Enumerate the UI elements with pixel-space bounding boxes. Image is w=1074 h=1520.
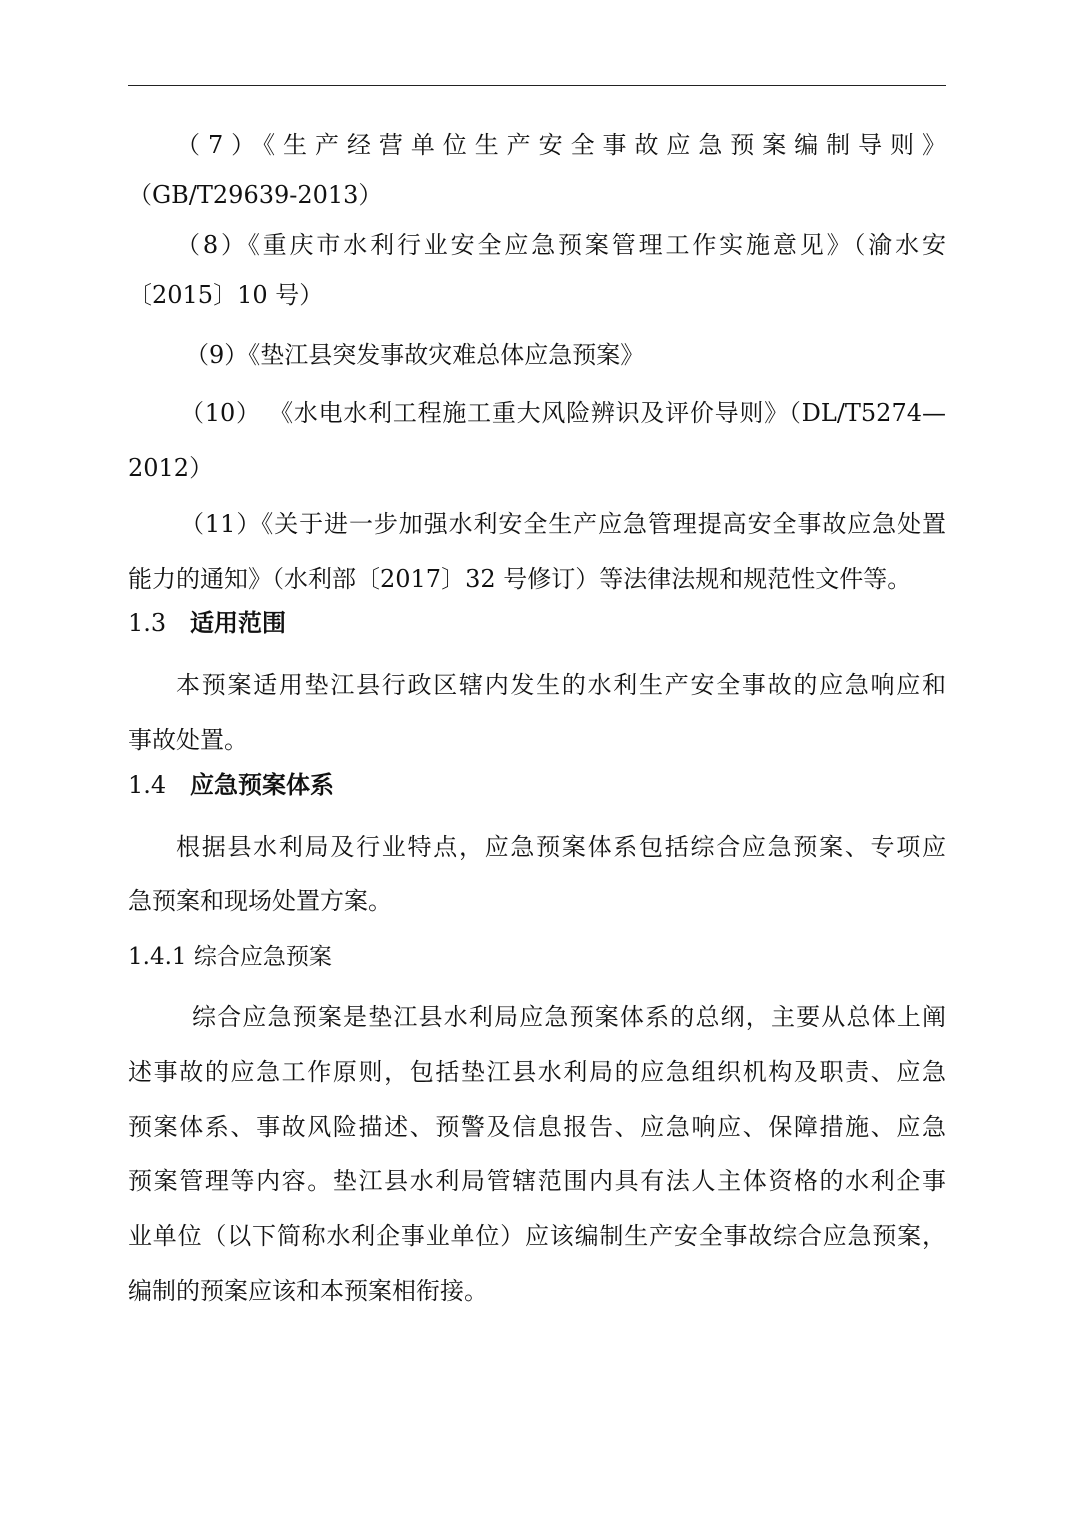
section-1-4-1-line3: 预案体系、事故风险描述、预警及信息报告、应急响应、保障措施、应急	[128, 1113, 946, 1141]
section-1-4-1-line1: 综合应急预案是垫江县水利局应急预案体系的总纲，主要从总体上阐	[192, 1003, 946, 1031]
reference-item-7-line1: （7）《生产经营单位生产安全事故应急预案编制导则》	[176, 131, 946, 159]
section-1-4-paragraph-line1: 根据县水利局及行业特点，应急预案体系包括综合应急预案、专项应	[176, 833, 946, 861]
section-title-1-3: 适用范围	[190, 609, 286, 637]
section-heading-1-3	[128, 608, 946, 638]
reference-item-8-line1: （8）《重庆市水利行业安全应急预案管理工作实施意见》（渝水安	[176, 231, 946, 259]
section-number-1-3: 1.3	[128, 609, 167, 637]
reference-item-7-line2: （GB/T29639-2013）	[128, 181, 383, 209]
reference-item-8-line2: 〔2015〕10 号）	[128, 281, 324, 309]
reference-item-9: （9）《垫江县突发事故灾难总体应急预案》	[185, 341, 645, 369]
section-number-1-4: 1.4	[128, 771, 167, 799]
reference-item-10-line1: （10） 《水电水利工程施工重大风险辨识及评价导则》（DL/T5274—	[180, 399, 946, 427]
section-1-4-1-line6: 编制的预案应该和本预案相衔接。	[128, 1277, 488, 1305]
section-title-1-4: 应急预案体系	[190, 771, 334, 799]
reference-item-11-line2: 能力的通知》（水利部〔2017〕32 号修订）等法律法规和规范性文件等。	[128, 565, 912, 593]
section-1-3-paragraph-line1: 本预案适用垫江县行政区辖内发生的水利生产安全事故的应急响应和	[176, 671, 946, 699]
subsection-heading-1-4-1: 1.4.1 综合应急预案	[128, 944, 332, 970]
header-rule	[128, 85, 946, 86]
section-1-4-1-line4: 预案管理等内容。垫江县水利局管辖范围内具有法人主体资格的水利企事	[128, 1167, 946, 1195]
section-1-4-paragraph-line2: 急预案和现场处置方案。	[128, 887, 392, 915]
reference-item-10-line2: 2012）	[128, 454, 214, 482]
section-heading-1-4	[128, 770, 946, 800]
section-1-3-paragraph-line2: 事故处置。	[128, 726, 248, 754]
reference-item-11-line1: （11）《关于进一步加强水利安全生产应急管理提高安全事故应急处置	[180, 510, 946, 538]
section-1-4-1-line5: 业单位（以下简称水利企事业单位）应该编制生产安全事故综合应急预案，	[128, 1222, 946, 1250]
section-1-4-1-line2: 述事故的应急工作原则，包括垫江县水利局的应急组织机构及职责、应急	[128, 1058, 946, 1086]
